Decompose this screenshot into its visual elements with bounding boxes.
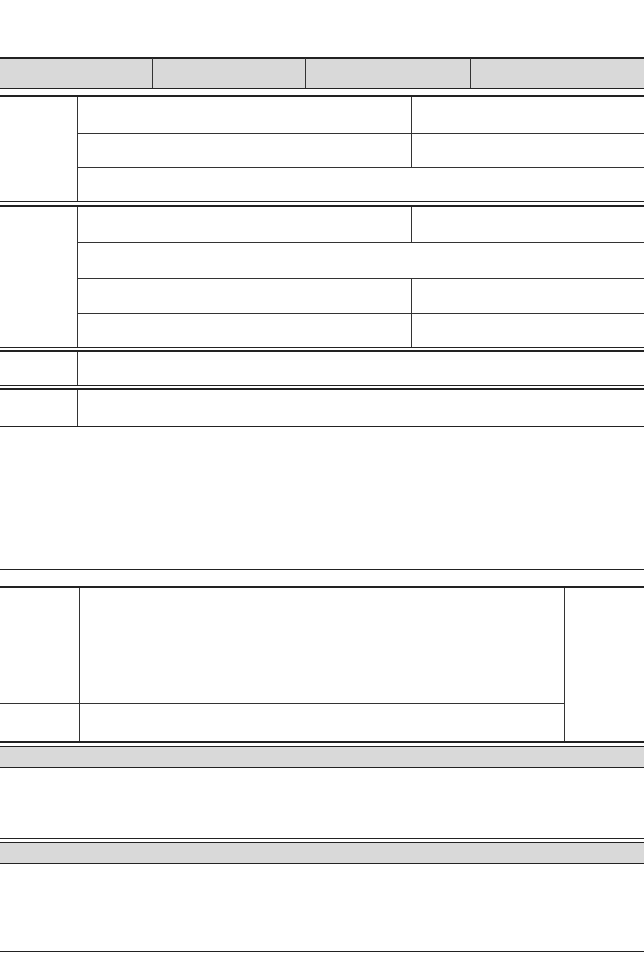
process-header [0,843,644,863]
consent-header [0,747,644,767]
receipt-row [0,58,644,88]
